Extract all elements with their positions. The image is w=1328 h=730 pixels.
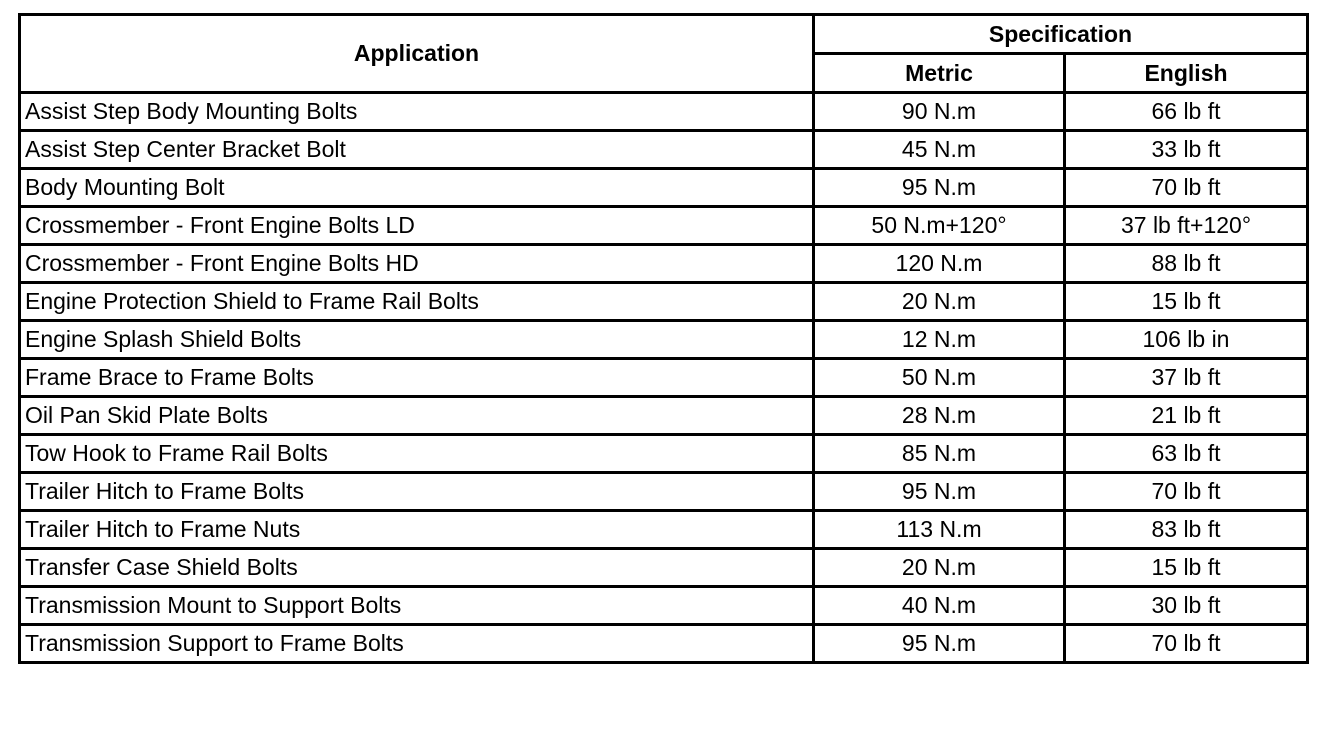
english-cell: 70 lb ft <box>1065 473 1308 511</box>
table-row <box>20 511 1308 549</box>
metric-cell: 20 N.m <box>814 549 1065 587</box>
metric-cell: 95 N.m <box>814 169 1065 207</box>
application-cell: Frame Brace to Frame Bolts <box>20 359 814 397</box>
table-row <box>20 321 1308 359</box>
english-cell: 70 lb ft <box>1065 169 1308 207</box>
header-application: Application <box>20 15 814 93</box>
table-row <box>20 397 1308 435</box>
english-cell: 21 lb ft <box>1065 397 1308 435</box>
english-cell: 37 lb ft+120° <box>1065 207 1308 245</box>
application-cell: Assist Step Body Mounting Bolts <box>20 93 814 131</box>
metric-cell: 85 N.m <box>814 435 1065 473</box>
table-row <box>20 587 1308 625</box>
application-cell: Tow Hook to Frame Rail Bolts <box>20 435 814 473</box>
table-row <box>20 435 1308 473</box>
english-cell: 30 lb ft <box>1065 587 1308 625</box>
header-metric: Metric <box>814 54 1065 93</box>
metric-cell: 90 N.m <box>814 93 1065 131</box>
english-cell: 33 lb ft <box>1065 131 1308 169</box>
english-cell: 83 lb ft <box>1065 511 1308 549</box>
metric-cell: 28 N.m <box>814 397 1065 435</box>
torque-spec-table <box>18 13 1309 664</box>
metric-cell: 50 N.m+120° <box>814 207 1065 245</box>
application-cell: Trailer Hitch to Frame Nuts <box>20 511 814 549</box>
application-cell: Crossmember - Front Engine Bolts LD <box>20 207 814 245</box>
english-cell: 15 lb ft <box>1065 283 1308 321</box>
metric-cell: 120 N.m <box>814 245 1065 283</box>
metric-cell: 113 N.m <box>814 511 1065 549</box>
application-cell: Engine Splash Shield Bolts <box>20 321 814 359</box>
table-row <box>20 245 1308 283</box>
english-cell: 15 lb ft <box>1065 549 1308 587</box>
application-cell: Engine Protection Shield to Frame Rail Bolts <box>20 283 814 321</box>
application-cell: Assist Step Center Bracket Bolt <box>20 131 814 169</box>
application-cell: Body Mounting Bolt <box>20 169 814 207</box>
metric-cell: 40 N.m <box>814 587 1065 625</box>
table-row <box>20 131 1308 169</box>
application-cell: Transmission Support to Frame Bolts <box>20 625 814 663</box>
table-row <box>20 93 1308 131</box>
english-cell: 66 lb ft <box>1065 93 1308 131</box>
english-cell: 37 lb ft <box>1065 359 1308 397</box>
application-cell: Oil Pan Skid Plate Bolts <box>20 397 814 435</box>
metric-cell: 95 N.m <box>814 473 1065 511</box>
metric-cell: 95 N.m <box>814 625 1065 663</box>
application-cell: Crossmember - Front Engine Bolts HD <box>20 245 814 283</box>
metric-cell: 50 N.m <box>814 359 1065 397</box>
english-cell: 88 lb ft <box>1065 245 1308 283</box>
header-specification: Specification <box>814 15 1308 54</box>
header-english: English <box>1065 54 1308 93</box>
english-cell: 70 lb ft <box>1065 625 1308 663</box>
metric-cell: 20 N.m <box>814 283 1065 321</box>
table-row <box>20 283 1308 321</box>
english-cell: 63 lb ft <box>1065 435 1308 473</box>
metric-cell: 12 N.m <box>814 321 1065 359</box>
table-row <box>20 169 1308 207</box>
header-row-top <box>20 15 1308 54</box>
table-row <box>20 549 1308 587</box>
table-row <box>20 625 1308 663</box>
table-row <box>20 207 1308 245</box>
application-cell: Transfer Case Shield Bolts <box>20 549 814 587</box>
table-row <box>20 473 1308 511</box>
application-cell: Trailer Hitch to Frame Bolts <box>20 473 814 511</box>
table-row <box>20 359 1308 397</box>
english-cell: 106 lb in <box>1065 321 1308 359</box>
application-cell: Transmission Mount to Support Bolts <box>20 587 814 625</box>
metric-cell: 45 N.m <box>814 131 1065 169</box>
